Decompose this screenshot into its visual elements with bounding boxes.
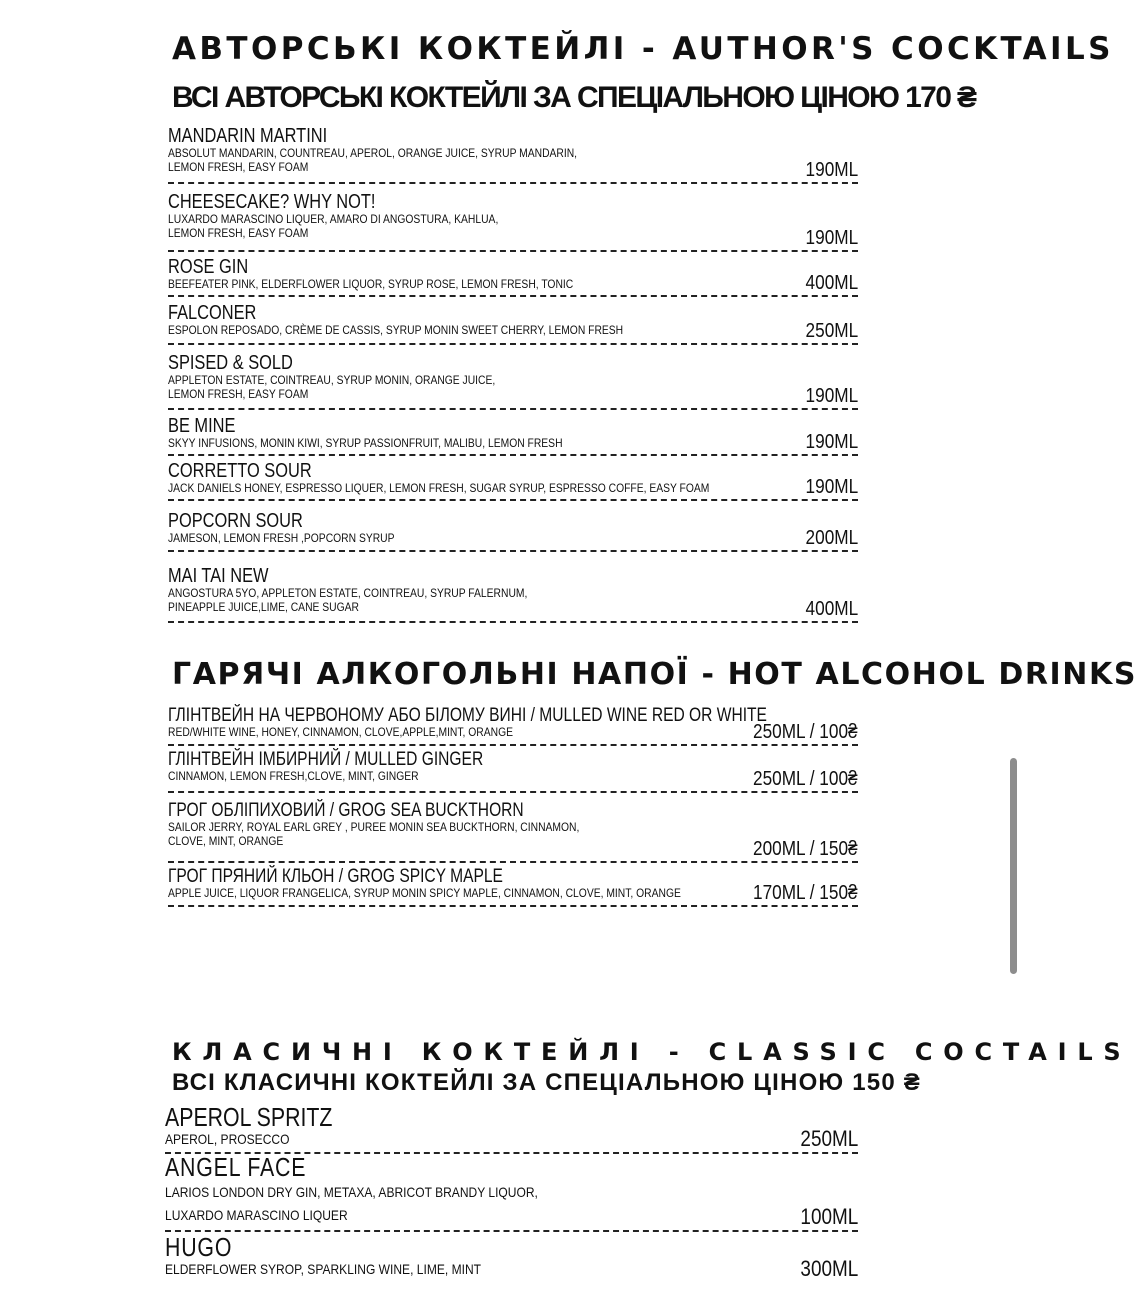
- item-desc: LUXARDO MARASCINO LIQUER, AMARO DI ANGOSTURA, KAHLUA,: [168, 212, 499, 226]
- item-desc: APEROL, PROSECCO: [165, 1131, 290, 1148]
- menu-item: [168, 257, 858, 297]
- section-title-hot: ГАРЯЧІ АЛКОГОЛЬНІ НАПОЇ - HOT ALCOHOL DRINKS: [172, 657, 1137, 692]
- menu-item: [168, 126, 858, 184]
- item-desc: ABSOLUT MANDARIN, COUNTREAU, APEROL, ORANGE JUICE, SYRUP MANDARIN,: [168, 146, 578, 160]
- item-name: APEROL SPRITZ: [165, 1102, 333, 1132]
- item-desc: JACK DANIELS HONEY, ESPRESSO LIQUER, LEMON FRESH, SUGAR SYRUP, ESPRESSO COFFE, EASY FOAM: [168, 481, 710, 495]
- menu-item: [168, 801, 858, 863]
- item-desc: JAMESON, LEMON FRESH ,POPCORN SYRUP: [168, 531, 395, 545]
- item-name: FALCONER: [168, 302, 257, 324]
- item-desc: CINNAMON, LEMON FRESH,CLOVE, MINT, GINGER: [168, 768, 419, 783]
- menu-item: [168, 750, 858, 793]
- item-size: 300ML: [800, 1256, 858, 1281]
- menu-item: [168, 353, 858, 410]
- menu-item: [165, 1234, 858, 1294]
- item-desc: ESPOLON REPOSADO, CRÈME DE CASSIS, SYRUP MONIN SWEET CHERRY, LEMON FRESH: [168, 323, 624, 337]
- section-subtitle-classic: ВСІ КЛАСИЧНІ КОКТЕЙЛІ ЗА СПЕЦІАЛЬНОЮ ЦІНОЮ 150 ₴: [172, 1069, 921, 1096]
- item-name: SPISED & SOLD: [168, 352, 293, 374]
- item-desc: LUXARDO MARASCINO LIQUER: [165, 1206, 348, 1223]
- item-size: 100ML: [800, 1204, 858, 1229]
- item-size: 250ML: [800, 1126, 858, 1151]
- item-desc: RED/WHITE WINE, HONEY, CINNAMON, CLOVE,APPLE,MINT, ORANGE: [168, 724, 514, 739]
- item-name: ANGEL FACE: [165, 1152, 307, 1182]
- item-size: 250ML / 100₴: [753, 768, 858, 790]
- item-name: POPCORN SOUR: [168, 510, 303, 532]
- item-size: 190ML: [805, 476, 858, 498]
- section-title-classic: КЛАСИЧНІ КОКТЕЙЛІ - CLASSIC COCTAILS: [172, 1038, 1132, 1066]
- item-desc: APPLETON ESTATE, COINTREAU, SYRUP MONIN, ORANGE JUICE,: [168, 373, 496, 387]
- item-size: 400ML: [805, 272, 858, 294]
- item-size: 250ML / 100₴: [753, 721, 858, 743]
- item-desc: LARIOS LONDON DRY GIN, METAXA, ABRICOT BRANDY LIQUOR,: [165, 1184, 538, 1201]
- item-size: 190ML: [805, 159, 858, 181]
- item-desc: APPLE JUICE, LIQUOR FRANGELICA, SYRUP MONIN SPICY MAPLE, CINNAMON, CLOVE, MINT, ORANGE: [168, 885, 681, 900]
- section-title-author: АВТОРСЬКІ КОКТЕЙЛІ - AUTHOR'S COCKTAILS: [172, 31, 1114, 67]
- item-name: ГРОГ ПРЯНИЙ КЛЬОН / GROG SPICY MAPLE: [168, 866, 503, 887]
- item-name: BE MINE: [168, 415, 236, 437]
- item-size: 190ML: [805, 385, 858, 407]
- menu-item: [168, 303, 858, 345]
- item-name: CHEESECAKE? WHY NOT!: [168, 191, 376, 213]
- item-size: 200ML / 150₴: [753, 838, 858, 860]
- item-name: ROSE GIN: [168, 256, 249, 278]
- item-name: MAI TAI NEW: [168, 565, 269, 587]
- item-desc: SKYY INFUSIONS, MONIN KIWI, SYRUP PASSIONFRUIT, MALIBU, LEMON FRESH: [168, 436, 563, 450]
- item-desc: SAILOR JERRY, ROYAL EARL GREY , PUREE MONIN SEA BUCKTHORN, CINNAMON,: [168, 819, 580, 834]
- menu-item: [165, 1104, 858, 1154]
- menu-item: [165, 1154, 858, 1232]
- item-desc: LEMON FRESH, EASY FOAM: [168, 225, 309, 240]
- item-name: MANDARIN MARTINI: [168, 125, 328, 147]
- menu-item: [168, 566, 858, 623]
- item-desc: CLOVE, MINT, ORANGE: [168, 833, 284, 848]
- menu-item: [168, 867, 858, 907]
- item-desc: LEMON FRESH, EASY FOAM: [168, 386, 309, 401]
- item-size: 170ML / 150₴: [753, 882, 858, 904]
- item-desc: ANGOSTURA 5YO, APPLETON ESTATE, COINTREAU, SYRUP FALERNUM,: [168, 586, 528, 600]
- item-desc: PINEAPPLE JUICE,LIME, CANE SUGAR: [168, 599, 359, 614]
- menu-item: [168, 416, 858, 456]
- menu-item: [168, 461, 858, 501]
- item-name: CORRETTO SOUR: [168, 460, 312, 482]
- item-name: HUGO: [165, 1232, 233, 1262]
- section-subtitle-author: ВСІ АВТОРСЬКІ КОКТЕЙЛІ ЗА СПЕЦІАЛЬНОЮ ЦІНОЮ 170 ₴: [172, 81, 976, 114]
- item-name: ГЛІНТВЕЙН ІМБИРНИЙ / MULLED GINGER: [168, 749, 484, 770]
- item-desc: ELDERFLOWER SYROP, SPARKLING WINE, LIME, MINT: [165, 1261, 482, 1278]
- item-desc: LEMON FRESH, EASY FOAM: [168, 159, 309, 174]
- menu-item: [168, 511, 858, 552]
- item-name: ГРОГ ОБЛІПИХОВИЙ / GROG SEA BUCKTHORN: [168, 800, 524, 821]
- menu-item: [168, 192, 858, 252]
- item-size: 190ML: [805, 431, 858, 453]
- menu-item: [168, 706, 858, 746]
- item-size: 190ML: [805, 227, 858, 249]
- item-size: 250ML: [805, 320, 858, 342]
- scrollbar-thumb[interactable]: [1010, 758, 1017, 974]
- item-name: ГЛІНТВЕЙН НА ЧЕРВОНОМУ АБО БІЛОМУ ВИНІ / MULLED WINE RED OR WHITE: [168, 705, 767, 726]
- item-size: 200ML: [805, 527, 858, 549]
- item-size: 400ML: [805, 598, 858, 620]
- item-desc: BEEFEATER PINK, ELDERFLOWER LIQUOR, SYRUP ROSE, LEMON FRESH, TONIC: [168, 277, 574, 291]
